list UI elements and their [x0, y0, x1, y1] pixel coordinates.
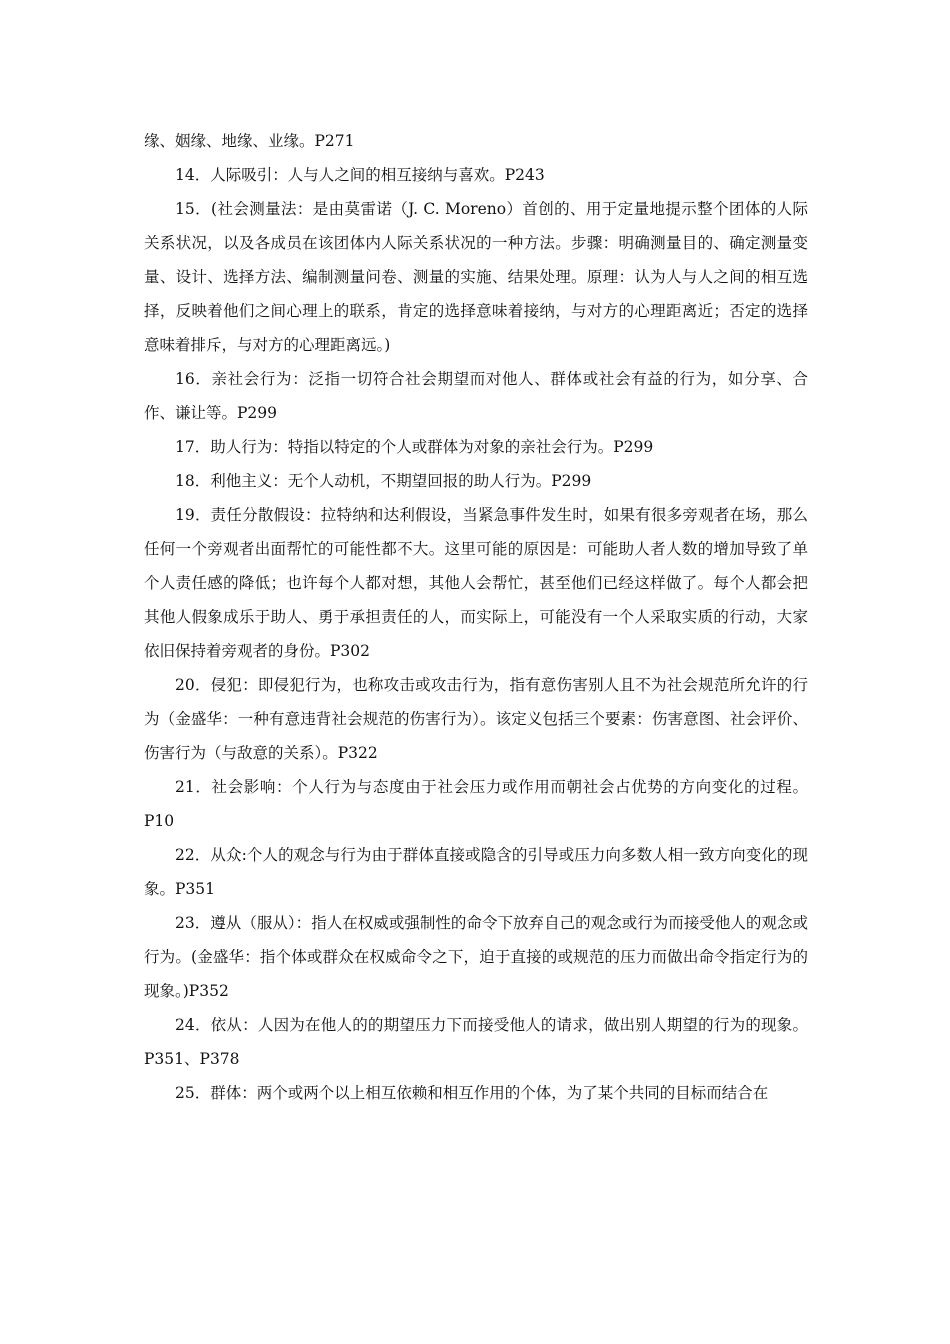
paragraph-24-compliance: 24．依从：人因为在他人的的期望压力下而接受他人的请求，做出别人期望的行为的现象。P351、P378	[144, 1016, 808, 1068]
paragraph-15-sociometry: 15．(社会测量法：是由莫雷诺（J. C. Moreno）首创的、用于定量地提示整个团体的人际关系状况，以及各成员在该团体内人际关系状况的一种方法。步骤：明确测量目的、确定测量变量、设计、选择方法、编制测量问卷、测量的实施、结果处理。原理：认为人与人之间的相互选择，反映着他们之间心理上的联系，肯定的选择意味着接纳，与对方的心理距离近；否定的选择意味着排斥，与对方的心理距离远。)	[144, 200, 808, 354]
paragraph-20-aggression: 20．侵犯：即侵犯行为，也称攻击或攻击行为，指有意伤害别人且不为社会规范所允许的行为（金盛华：一种有意违背社会规范的伤害行为）。该定义包括三个要素：伤害意图、社会评价、伤害行为（与敌意的关系）。P322	[144, 676, 808, 762]
paragraph-21-social-influence: 21．社会影响：个人行为与态度由于社会压力或作用而朝社会占优势的方向变化的过程。P10	[144, 778, 808, 830]
paragraph-16-prosocial-behavior: 16．亲社会行为：泛指一切符合社会期望而对他人、群体或社会有益的行为，如分享、合作、谦让等。P299	[144, 370, 808, 422]
paragraph-19-diffusion-of-responsibility: 19．责任分散假设：拉特纳和达利假设，当紧急事件发生时，如果有很多旁观者在场，那么任何一个旁观者出面帮忙的可能性都不大。这里可能的原因是：可能助人者人数的增加导致了单个人责任感的降低；也许每个人都对想，其他人会帮忙，甚至他们已经这样做了。每个人都会把其他人假象成乐于助人、勇于承担责任的人，而实际上，可能没有一个人采取实质的行动，大家依旧保持着旁观者的身份。P302	[144, 506, 808, 660]
paragraph-22-conformity: 22．从众:个人的观念与行为由于群体直接或隐含的引导或压力向多数人相一致方向变化的现象。P351	[144, 846, 808, 898]
paragraph-17-helping-behavior: 17．助人行为：特指以特定的个人或群体为对象的亲社会行为。P299	[175, 438, 654, 456]
paragraph-25-group-head: 25．群体：两个或两个以上相互依赖和相互作用的个体，为了某个共同的目标而结合在	[175, 1084, 769, 1102]
paragraph-13-tail: 缘、姻缘、地缘、业缘。P271	[144, 132, 355, 150]
document-body	[144, 124, 808, 1110]
paragraph-14-interpersonal-attraction: 14．人际吸引：人与人之间的相互接纳与喜欢。P243	[175, 166, 545, 184]
paragraph-23-obedience: 23．遵从（服从）：指人在权威或强制性的命令下放弃自己的观念或行为而接受他人的观念或行为。(金盛华：指个体或群众在权威命令之下，迫于直接的或规范的压力而做出命令指定行为的现象。)P352	[144, 914, 808, 1000]
paragraph-18-altruism: 18．利他主义：无个人动机，不期望回报的助人行为。P299	[175, 472, 592, 490]
